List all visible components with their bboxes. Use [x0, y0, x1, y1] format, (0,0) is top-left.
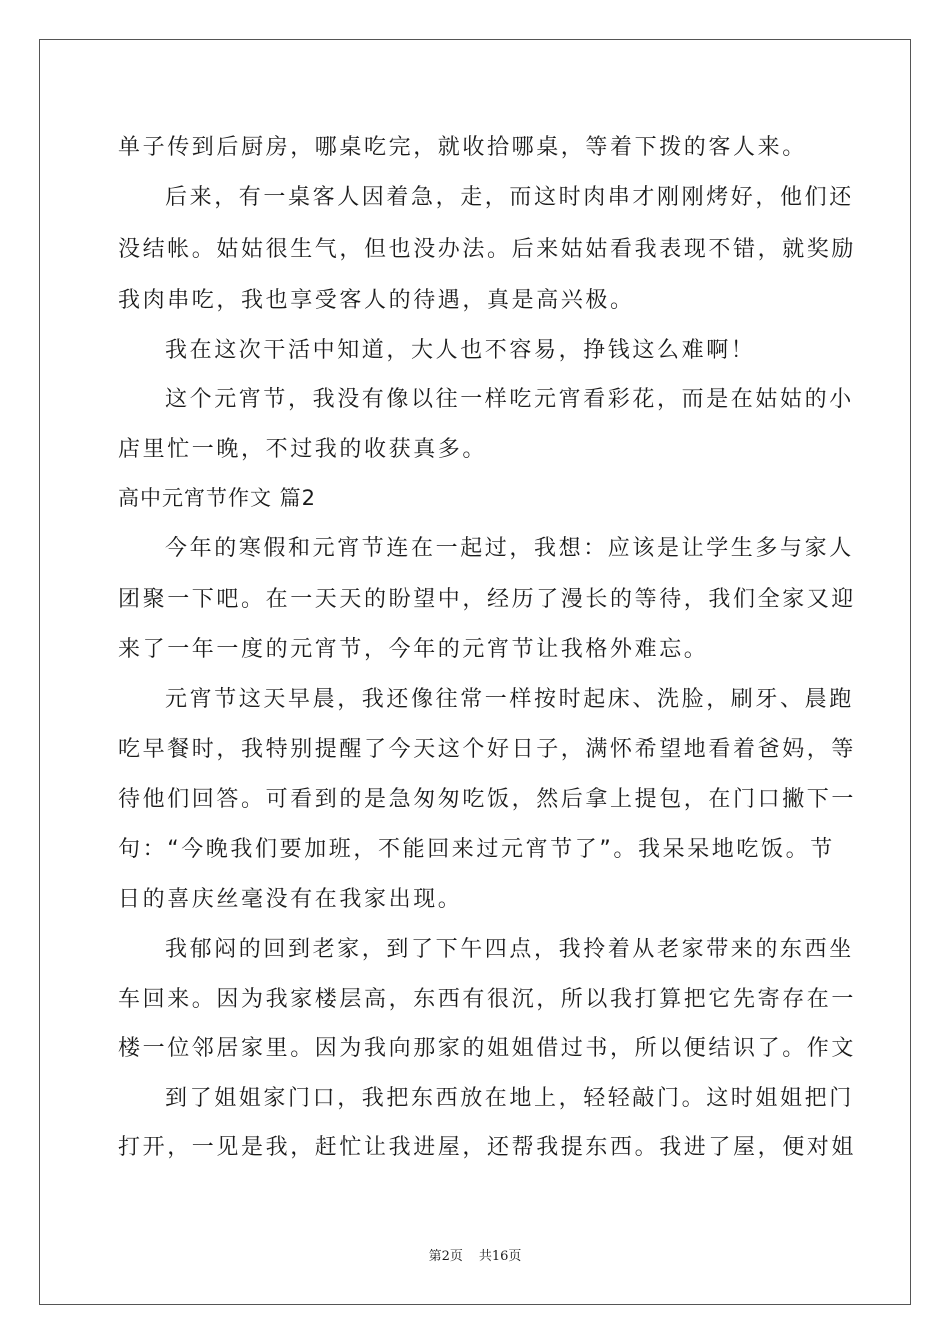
paragraph-first-line: 这个元宵节，我没有像以往一样吃元宵看彩花，而是在姑姑的小	[165, 387, 854, 412]
section-heading: 高中元宵节作文 篇2	[118, 486, 317, 510]
paragraph-first-line: 到了姐姐家门口，我把东西放在地上，轻轻敲门。这时姐姐把门	[165, 1086, 854, 1111]
text-line: 我肉串吃，我也享受客人的待遇，真是高兴极。	[118, 288, 635, 313]
page-footer	[0, 1245, 950, 1264]
text-line: 吃早餐时，我特别提醒了今天这个好日子，满怀希望地看着爸妈，等	[118, 737, 857, 762]
text-line: 店里忙一晚，不过我的收获真多。	[118, 437, 488, 462]
page-number: 第2页	[428, 1249, 463, 1264]
text-line: 日的喜庆丝毫没有在我家出现。	[118, 887, 463, 912]
page-total: 共16页	[478, 1249, 522, 1264]
paragraph-first-line: 元宵节这天早晨，我还像往常一样按时起床、洗脸，刷牙、晨跑	[165, 687, 854, 712]
paragraph-first-line: 我在这次干活中知道，大人也不容易，挣钱这么难啊！	[165, 338, 756, 363]
paragraph-first-line: 后来，有一桌客人因着急，走，而这时肉串才刚刚烤好，他们还	[165, 185, 854, 210]
text-line: 没结帐。姑姑很生气，但也没办法。后来姑姑看我表现不错，就奖励	[118, 237, 857, 262]
text-line: 来了一年一度的元宵节，今年的元宵节让我格外难忘。	[118, 637, 709, 662]
text-line: 车回来。因为我家楼层高，东西有很沉，所以我打算把它先寄存在一	[118, 987, 857, 1012]
text-line: 团聚一下吧。在一天天的盼望中，经历了漫长的等待，我们全家又迎	[118, 587, 857, 612]
text-line: 打开，一见是我，赶忙让我进屋，还帮我提东西。我进了屋，便对姐	[118, 1135, 857, 1160]
text-line: 楼一位邻居家里。因为我向那家的姐姐借过书，所以便结识了。作文	[118, 1036, 857, 1061]
text-line: 句：“今晚我们要加班，不能回来过元宵节了”。我呆呆地吃饭。节	[118, 837, 835, 862]
text-line: 待他们回答。可看到的是急匆匆吃饭，然后拿上提包，在门口撇下一	[118, 787, 857, 812]
paragraph-first-line: 今年的寒假和元宵节连在一起过，我想：应该是让学生多与家人	[165, 536, 854, 561]
text-line: 单子传到后厨房，哪桌吃完，就收拾哪桌，等着下拨的客人来。	[118, 135, 807, 160]
paragraph-first-line: 我郁闷的回到老家，到了下午四点，我拎着从老家带来的东西坐	[165, 937, 854, 962]
